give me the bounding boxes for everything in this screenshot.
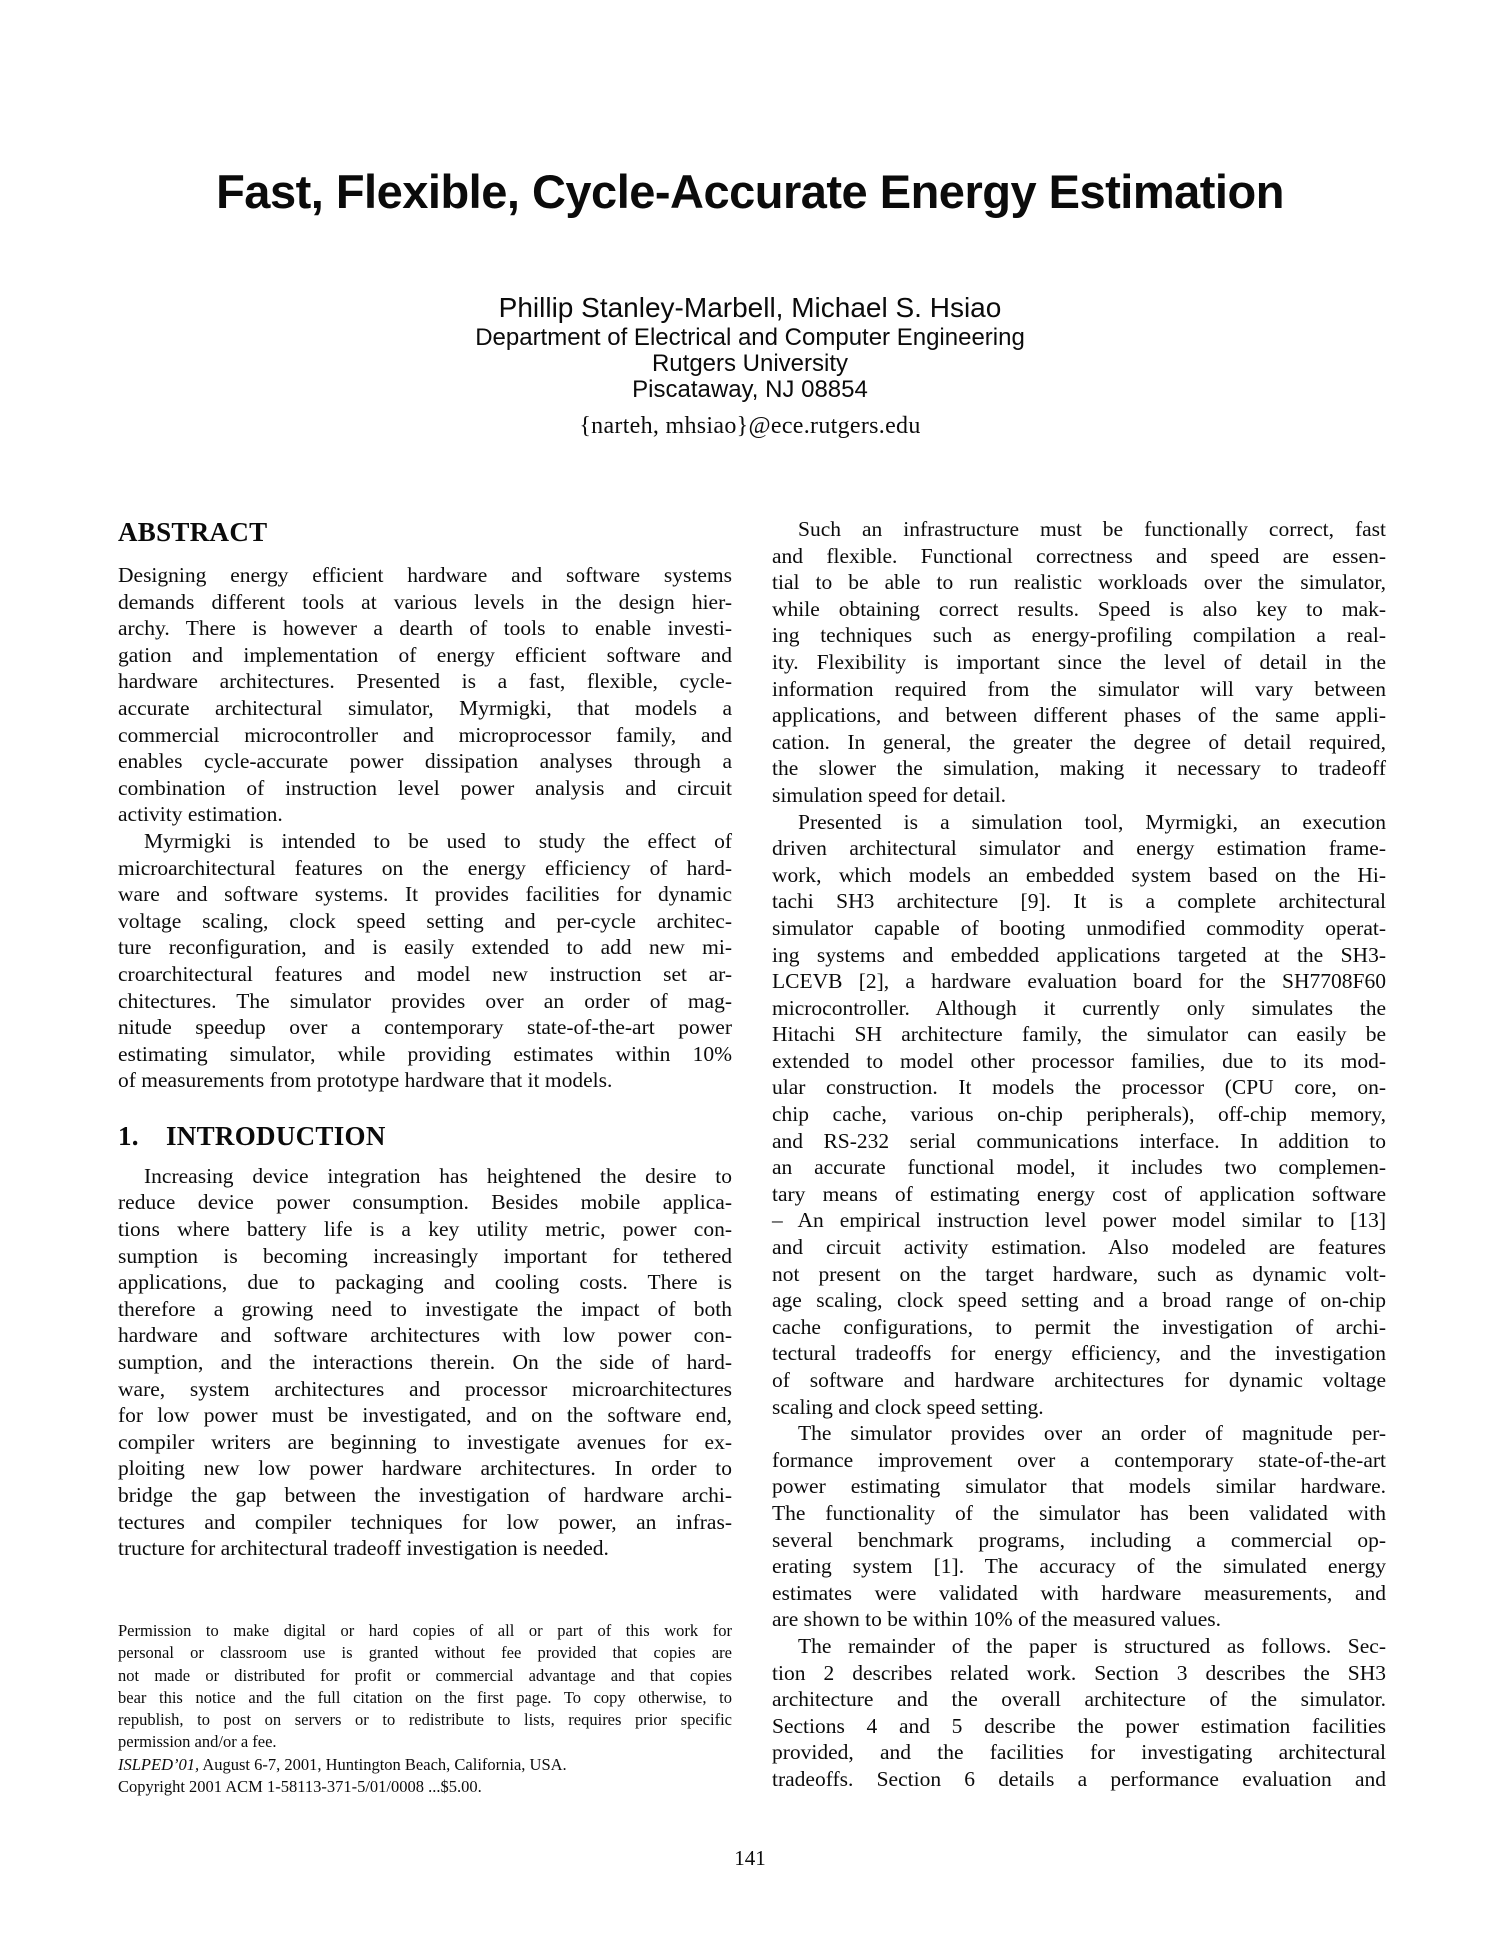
- text-line: activity estimation.: [118, 802, 283, 827]
- text-line: Presented is a simulation tool, Myrmigki, an execution: [798, 809, 1386, 834]
- permission-paragraph: [118, 1620, 732, 1754]
- affiliation-city: Piscataway, NJ 08854: [632, 376, 868, 403]
- text-line: Such an infrastructure must be functionally correct, fast: [798, 517, 1386, 541]
- text-line: microarchitectural features on the energy efficiency of hard-: [118, 855, 732, 880]
- text-line: tradeoffs. Section 6 details a performance evaluation and: [772, 1766, 1386, 1791]
- text-line: ing techniques such as energy-profiling compilation a real-: [772, 623, 1386, 648]
- text-line: ular construction. It models the processor (CPU core, on-: [772, 1075, 1386, 1100]
- venue-details: August 6-7, 2001, Huntington Beach, California, USA.: [199, 1754, 567, 1774]
- text-line: permission and/or a fee.: [118, 1732, 277, 1752]
- text-line: driven architectural simulator and energy estimation frame-: [772, 836, 1386, 861]
- text-line: hardware and software architectures with low power con-: [118, 1323, 732, 1348]
- text-line: applications, and between different phases of the same appli-: [772, 703, 1386, 728]
- right-paragraph-3: [772, 1420, 1386, 1633]
- text-line: archy. There is however a dearth of tools to enable investi-: [118, 616, 732, 641]
- text-line: sumption, and the interactions therein. On the side of hard-: [118, 1350, 732, 1375]
- right-paragraph-4: [772, 1633, 1386, 1793]
- text-line: provided, and the facilities for investigating architectural: [772, 1740, 1386, 1765]
- text-line: several benchmark programs, including a commercial op-: [772, 1527, 1386, 1552]
- text-line: of measurements from prototype hardware that it models.: [118, 1068, 613, 1093]
- text-line: chip cache, various on-chip peripherals), off-chip memory,: [772, 1102, 1386, 1127]
- text-line: sumption is becoming increasingly important for tethered: [118, 1243, 732, 1268]
- abstract-paragraph-1: [118, 562, 732, 828]
- text-line: for low power must be investigated, and on the software end,: [118, 1403, 732, 1428]
- text-line: not present on the target hardware, such as dynamic volt-: [772, 1261, 1386, 1286]
- text-line: – An empirical instruction level power model similar to [13]: [772, 1208, 1386, 1233]
- text-line: ware and software systems. It provides facilities for dynamic: [118, 882, 732, 907]
- text-line: estimates were validated with hardware measurements, and: [772, 1580, 1386, 1605]
- text-line: The simulator provides over an order of magnitude per-: [798, 1421, 1386, 1446]
- text-line: tion 2 describes related work. Section 3 describes the SH3: [772, 1660, 1386, 1685]
- text-line: and flexible. Functional correctness and speed are essen-: [772, 543, 1386, 568]
- text-line: tectural tradeoffs for energy efficiency, and the investigation: [772, 1341, 1386, 1366]
- text-line: ing systems and embedded applications targeted at the SH3-: [772, 942, 1386, 967]
- text-line: compiler writers are beginning to investigate avenues for ex-: [118, 1429, 732, 1454]
- authors-line: Phillip Stanley-Marbell, Michael S. Hsiao: [498, 292, 1002, 323]
- text-line: and RS-232 serial communications interface. In addition to: [772, 1128, 1386, 1153]
- text-line: ity. Flexibility is important since the level of detail in the: [772, 649, 1386, 674]
- text-line: nitude speedup over a contemporary state-of-the-art power: [118, 1015, 732, 1040]
- text-line: commercial microcontroller and microprocessor family, and: [118, 722, 732, 747]
- text-line: Myrmigki is intended to be used to study the effect of: [144, 828, 732, 853]
- text-line: tructure for architectural tradeoff investigation is needed.: [118, 1536, 609, 1561]
- text-line: microcontroller. Although it currently only simulates the: [772, 995, 1386, 1020]
- text-line: tial to be able to run realistic workloads over the simulator,: [772, 570, 1386, 595]
- venue-name: ISLPED’01,: [118, 1754, 200, 1774]
- text-line: are shown to be within 10% of the measured values.: [772, 1607, 1221, 1632]
- venue-line: [118, 1754, 732, 1776]
- text-line: estimating simulator, while providing estimates within 10%: [118, 1041, 732, 1066]
- text-line: an accurate functional model, it includes two complemen-: [772, 1155, 1386, 1180]
- text-line: The remainder of the paper is structured as follows. Sec-: [798, 1633, 1386, 1658]
- introduction-heading: [118, 1120, 732, 1152]
- text-line: bear this notice and the full citation on the first page. To copy otherwise, to: [118, 1687, 732, 1707]
- left-column: [118, 516, 732, 1562]
- text-line: reduce device power consumption. Besides mobile applica-: [118, 1190, 732, 1215]
- text-line: republish, to post on servers or to redistribute to lists, requires prior specific: [118, 1710, 732, 1730]
- text-line: demands different tools at various levels in the design hier-: [118, 589, 732, 614]
- text-line: information required from the simulator will vary between: [772, 676, 1386, 701]
- text-line: power estimating simulator that models similar hardware.: [772, 1474, 1386, 1499]
- text-line: cation. In general, the greater the degree of detail required,: [772, 729, 1386, 754]
- text-line: architecture and the overall architecture of the simulator.: [772, 1687, 1386, 1712]
- text-line: accurate architectural simulator, Myrmigki, that models a: [118, 695, 732, 720]
- abstract-paragraph-2: [118, 828, 732, 1094]
- text-line: combination of instruction level power analysis and circuit: [118, 775, 732, 800]
- author-emails: {narteh, mhsiao}@ece.rutgers.edu: [579, 413, 921, 439]
- text-line: erating system [1]. The accuracy of the simulated energy: [772, 1554, 1386, 1579]
- text-line: Permission to make digital or hard copies of all or part of this work for: [118, 1621, 732, 1640]
- affiliation-department: Department of Electrical and Computer Engineering: [475, 324, 1025, 351]
- text-line: cache configurations, to permit the investigation of archi-: [772, 1314, 1386, 1339]
- abstract-heading: ABSTRACT: [118, 517, 268, 547]
- text-line: extended to model other processor families, due to its mod-: [772, 1048, 1386, 1073]
- text-line: not made or distributed for profit or commercial advantage and that copies: [118, 1665, 732, 1685]
- text-line: tachi SH3 architecture [9]. It is a complete architectural: [772, 889, 1386, 914]
- text-line: work, which models an embedded system based on the Hi-: [772, 862, 1386, 887]
- text-line: simulation speed for detail.: [772, 782, 1007, 807]
- text-line: The functionality of the simulator has been validated with: [772, 1500, 1386, 1525]
- right-paragraph-1: [772, 516, 1386, 809]
- text-line: Increasing device integration has heightened the desire to: [144, 1163, 732, 1188]
- text-line: Designing energy efficient hardware and software systems: [118, 563, 732, 587]
- text-line: Hitachi SH architecture family, the simulator can easily be: [772, 1022, 1386, 1047]
- text-line: bridge the gap between the investigation of hardware archi-: [118, 1483, 732, 1507]
- text-line: while obtaining correct results. Speed is also key to mak-: [772, 596, 1386, 621]
- copyright-footnote: [118, 1620, 732, 1798]
- text-line: LCEVB [2], a hardware evaluation board for the SH7708F60: [772, 969, 1386, 994]
- text-line: croarchitectural features and model new instruction set ar-: [118, 961, 732, 986]
- section-number: 1.: [118, 1120, 139, 1151]
- text-line: the slower the simulation, making it necessary to tradeoff: [772, 756, 1386, 781]
- text-line: of software and hardware architectures for dynamic voltage: [772, 1368, 1386, 1392]
- copyright-line: Copyright 2001 ACM 1-58113-371-5/01/0008 ...$5.00.: [118, 1777, 482, 1797]
- paper-title: Fast, Flexible, Cycle-Accurate Energy Estimation: [216, 165, 1284, 218]
- text-line: tions where battery life is a key utility metric, power con-: [118, 1217, 732, 1242]
- text-line: therefore a growing need to investigate the impact of both: [118, 1296, 732, 1321]
- text-line: chitectures. The simulator provides over an order of mag-: [118, 988, 732, 1013]
- text-line: personal or classroom use is granted without fee provided that copies are: [118, 1643, 732, 1663]
- text-line: Sections 4 and 5 describe the power estimation facilities: [772, 1713, 1386, 1738]
- text-line: applications, due to packaging and cooling costs. There is: [118, 1270, 732, 1295]
- text-line: ture reconfiguration, and is easily extended to add new mi-: [118, 935, 732, 960]
- text-line: age scaling, clock speed setting and a broad range of on-chip: [772, 1288, 1386, 1313]
- affiliation-university: Rutgers University: [651, 350, 849, 377]
- text-line: and circuit activity estimation. Also modeled are features: [772, 1235, 1386, 1260]
- text-line: formance improvement over a contemporary state-of-the-art: [772, 1447, 1386, 1472]
- section-title: INTRODUCTION: [166, 1120, 386, 1151]
- page-number: 141: [734, 1846, 766, 1870]
- text-line: scaling and clock speed setting.: [772, 1394, 1044, 1419]
- right-column: [772, 516, 1386, 1793]
- text-line: simulator capable of booting unmodified commodity operat-: [772, 915, 1386, 940]
- text-line: ploiting new low power hardware architectures. In order to: [118, 1456, 732, 1481]
- text-line: ware, system architectures and processor microarchitectures: [118, 1376, 732, 1401]
- text-line: gation and implementation of energy efficient software and: [118, 642, 732, 667]
- text-line: tectures and compiler techniques for low power, an infras-: [118, 1509, 732, 1534]
- text-line: tary means of estimating energy cost of application software: [772, 1181, 1386, 1206]
- text-line: enables cycle-accurate power dissipation analyses through a: [118, 749, 732, 774]
- text-line: hardware architectures. Presented is a fast, flexible, cycle-: [118, 669, 732, 694]
- introduction-paragraph-1: [118, 1163, 732, 1562]
- right-paragraph-2: [772, 809, 1386, 1421]
- text-line: voltage scaling, clock speed setting and per-cycle architec-: [118, 908, 732, 933]
